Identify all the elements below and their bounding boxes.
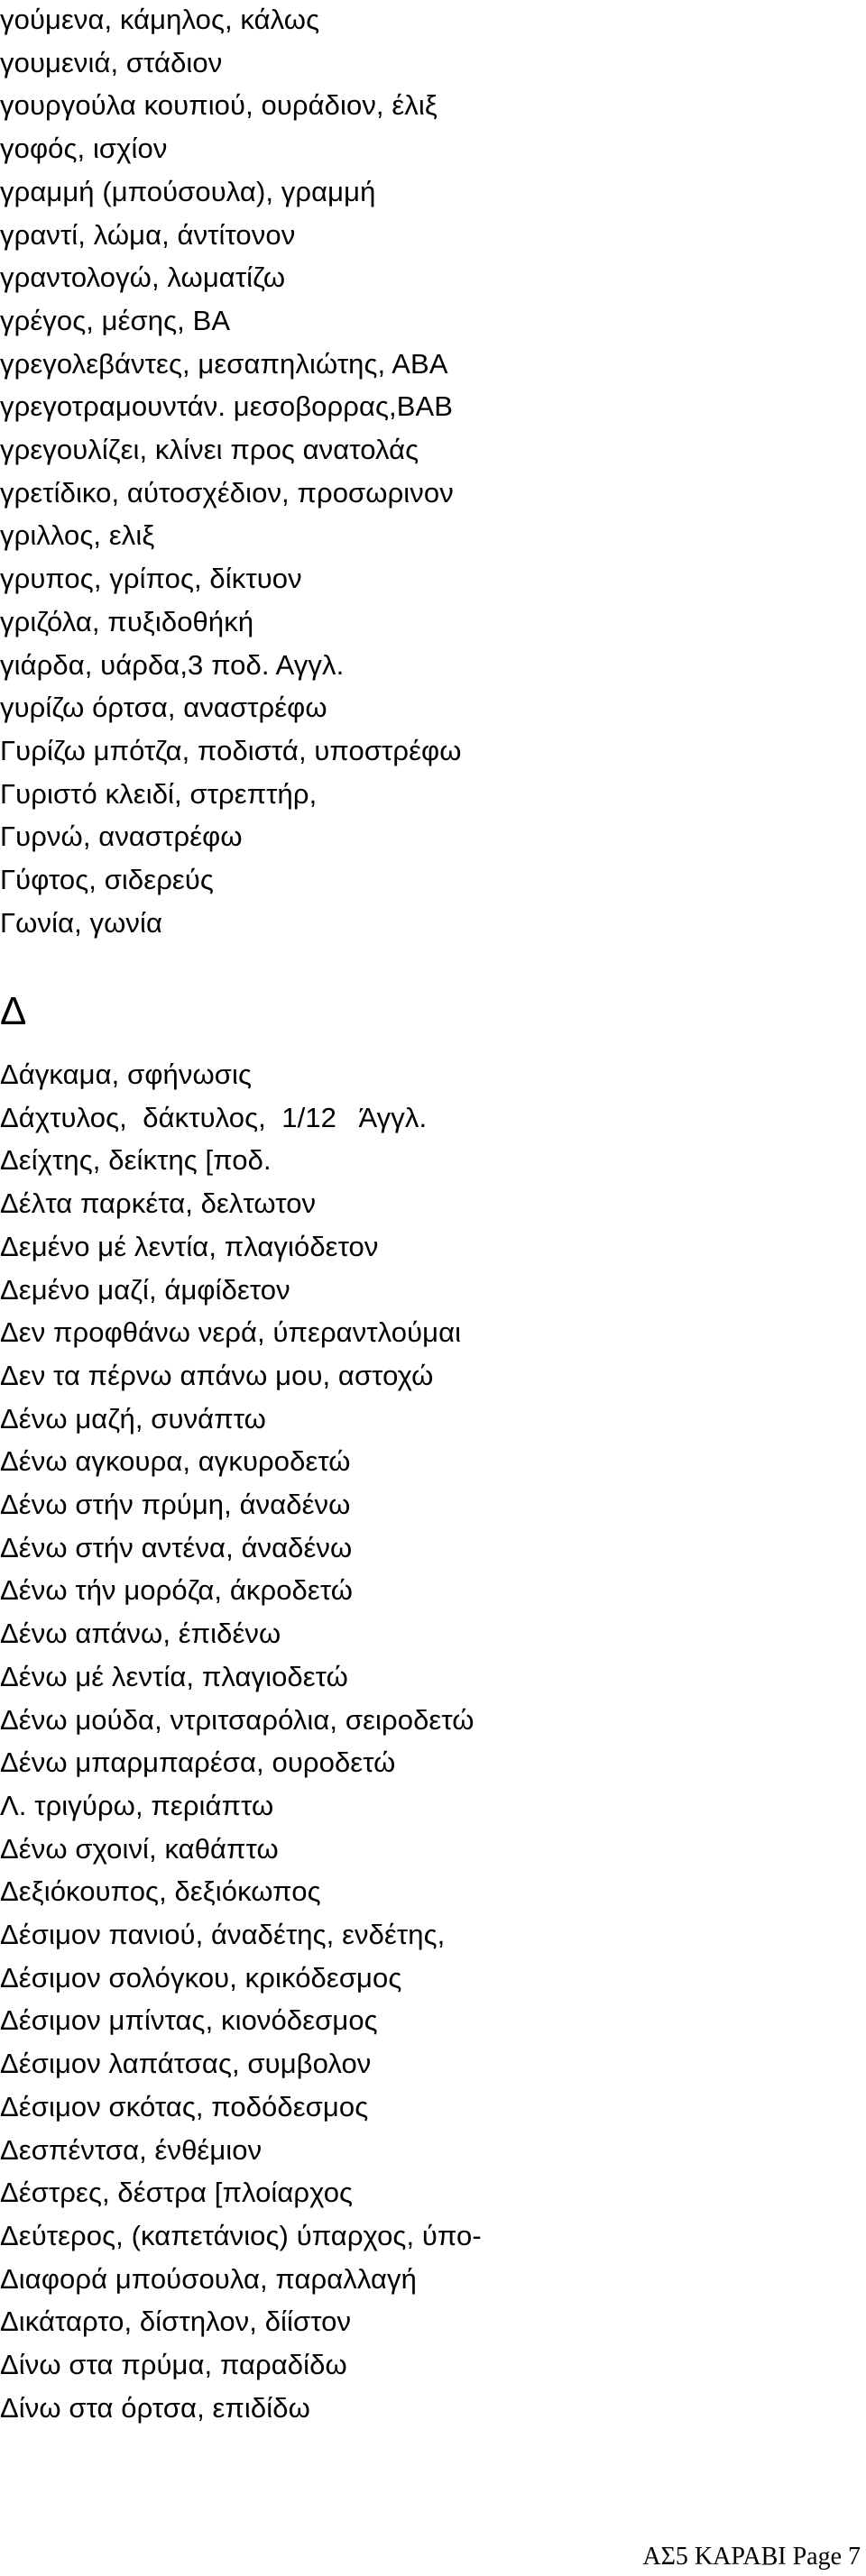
glossary-entry: Δάγκαμα, σφήνωσις xyxy=(0,1059,253,1090)
glossary-entry: Δίνω στα πρύμα, παραδίδω xyxy=(0,2349,347,2380)
glossary-entry: Διαφορά μπούσουλα, παραλλαγή xyxy=(0,2262,417,2295)
glossary-entry: Δεμένο μαζί, άμφίδετον xyxy=(0,1273,290,1306)
glossary-entry: Δικάταρτο, δίστηλον, δίίστον xyxy=(0,2306,352,2338)
glossary-entry: Γυρνώ, αναστρέφω xyxy=(0,820,243,853)
glossary-entry: γουμενιά, στάδιον xyxy=(0,46,223,78)
glossary-entry: γρεγοτραμουντάν. μεσοβορρας,ΒΑΒ xyxy=(0,390,454,423)
glossary-entry: Δένω στήν αντένα, άναδένω xyxy=(0,1531,353,1563)
glossary-entry: Λ. τριγύρω, περιάπτω xyxy=(0,1789,274,1821)
glossary-entry: Δείχτης, δείκτης [ποδ. xyxy=(0,1144,272,1177)
glossary-entry: Δεν προφθάνω νερά, ύπεραντλούμαι xyxy=(0,1316,462,1349)
glossary-entry: Δένω στήν πρύμη, άναδένω xyxy=(0,1489,351,1520)
glossary-entry: Δεσπέντσα, ένθέμιον xyxy=(0,2133,263,2166)
glossary-entry: Δεμένο μέ λεντία, πλαγιόδετον xyxy=(0,1230,379,1262)
glossary-entry: γρεγουλίζει, κλίνει προς ανατολάς xyxy=(0,434,419,465)
glossary-entry: Δένω μούδα, ντριτσαρόλια, σειροδετώ xyxy=(0,1703,474,1736)
glossary-entry: γριλλος, ελιξ xyxy=(0,519,155,552)
glossary-entry: Γυρίζω μπότζα, ποδιστά, υποστρέφω xyxy=(0,734,462,766)
glossary-entry: Δέσιμον σολόγκου, κρικόδεσμος xyxy=(0,1961,402,1994)
glossary-entry: Δέλτα παρκέτα, δελτωτον xyxy=(0,1187,317,1220)
glossary-entry: γουργούλα κουπιού, ουράδιον, έλιξ xyxy=(0,89,438,122)
glossary-entry: Δέσιμον λαπάτσας, συμβολον xyxy=(0,2048,372,2080)
glossary-entry: Γυριστό κλειδί, στρεπτήρ, xyxy=(0,777,318,810)
glossary-entry: γρεγολεβάντες, μεσαπηλιώτης, ΑΒΑ xyxy=(0,347,448,380)
glossary-entry: Δένω μαζή, συνάπτω xyxy=(0,1402,266,1435)
glossary-entry: γυρίζω όρτσα, αναστρέφω xyxy=(0,692,327,724)
glossary-entry: γιάρδα, υάρδα,3 ποδ. Αγγλ. xyxy=(0,648,345,681)
glossary-entry: Δένω μπαρμπαρέσα, ουροδετώ xyxy=(0,1746,396,1779)
glossary-entry: γραντί, λώμα, άντίτονον xyxy=(0,218,296,251)
glossary-entry: γρέγος, μέσης, ΒΑ xyxy=(0,304,231,336)
glossary-entry: Γωνία, γωνία xyxy=(0,906,163,939)
glossary-entry: Δένω μέ λεντία, πλαγιοδετώ xyxy=(0,1660,348,1692)
glossary-entry: Δέσιμον σκότας, ποδόδεσμος xyxy=(0,2090,369,2122)
glossary-entry: Δεύτερος, (καπετάνιος) ύπαρχος, ύπο- xyxy=(0,2219,482,2251)
glossary-entry: Δένω αγκουρα, αγκυροδετώ xyxy=(0,1445,351,1478)
section-heading-delta: Δ xyxy=(0,989,27,1033)
glossary-entry: Γύφτος, σιδερεύς xyxy=(0,864,214,895)
glossary-entry: Δένω σχοινί, καθάπτω xyxy=(0,1832,279,1865)
glossary-entry: γριζόλα, πυξιδοθήκή xyxy=(0,605,254,637)
glossary-entry: Δεν τα πέρνω απάνω μου, αστοχώ xyxy=(0,1359,434,1391)
glossary-entry: Δένω απάνω, έπιδένω xyxy=(0,1618,281,1650)
glossary-entry: γρυπος, γρίπος, δίκτυον xyxy=(0,563,302,595)
glossary-entry: γούμενα, κάμηλος, κάλως xyxy=(0,4,320,35)
glossary-entry: Δέστρες, δέστρα [πλοίαρχος xyxy=(0,2177,354,2209)
glossary-entry: γραμμή (μπούσουλα), γραμμή xyxy=(0,175,376,207)
glossary-entry: Δίνω στα όρτσα, επιδίδω xyxy=(0,2391,310,2424)
page-footer: ΑΣ5 ΚΑΡΑΒΙ Page 7 xyxy=(642,2543,861,2571)
glossary-entry: Δένω τήν μορόζα, άκροδετώ xyxy=(0,1574,354,1607)
glossary-entry: Δάχτυλος, δάκτυλος, 1/12 Άγγλ. xyxy=(0,1101,428,1133)
glossary-entry: γοφός, ισχίον xyxy=(0,133,168,165)
glossary-entry: Δεξιόκουπος, δεξιόκωπος xyxy=(0,1875,321,1908)
glossary-entry: Δέσιμον μπίντας, κιονόδεσμος xyxy=(0,2004,378,2037)
glossary-entry: γραντολογώ, λωματίζω xyxy=(0,261,286,294)
glossary-entry: Δέσιμον πανιού, άναδέτης, ενδέτης, xyxy=(0,1919,446,1950)
glossary-entry: γρετίδικο, αύτοσχέδιον, προσωρινον xyxy=(0,476,454,509)
